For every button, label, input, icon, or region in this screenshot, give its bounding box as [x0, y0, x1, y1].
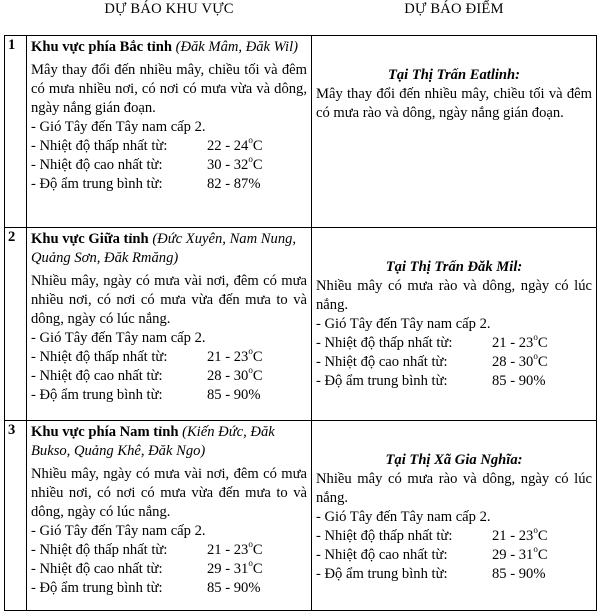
region-title — [31, 230, 307, 268]
header-region-forecast: DỰ BÁO KHU VỰC — [27, 0, 312, 36]
temp-max-label: - Nhiệt độ cao nhất từ: — [316, 547, 448, 563]
point-wind: - Gió Tây đến Tây nam cấp 2. — [316, 316, 491, 332]
temp-min-label: - Nhiệt độ thấp nhất từ: — [31, 138, 168, 154]
table-header-row — [5, 0, 597, 36]
region-wind: - Gió Tây đến Tây nam cấp 2. — [31, 330, 206, 346]
region-temp-max — [31, 156, 307, 175]
temp-min-label: - Nhiệt độ thấp nhất từ: — [31, 349, 168, 365]
region-wind: - Gió Tây đến Tây nam cấp 2. — [31, 523, 206, 539]
row-number: 2 — [5, 228, 27, 421]
temp-max-value: 28 - 30$^o$C — [492, 351, 548, 370]
temp-min-value: 21 - 23$^o$C — [207, 539, 263, 558]
temp-max-value: 30 - 32$^o$C — [207, 154, 263, 173]
point-wind: - Gió Tây đến Tây nam cấp 2. — [316, 509, 491, 525]
region-temp-min — [31, 541, 307, 560]
humidity-value: 85 - 90% — [492, 373, 546, 389]
point-title: Tại Thị Xã Gia Nghĩa: — [385, 452, 523, 468]
point-title: Tại Thị Trấn Đăk Mil: — [385, 259, 523, 275]
point-title: Tại Thị Trấn Eatlinh: — [387, 67, 521, 83]
region-humidity — [31, 175, 307, 194]
point-temp-min — [316, 334, 592, 353]
temp-max-label: - Nhiệt độ cao nhất từ: — [316, 354, 448, 370]
humidity-label: - Độ ẩm trung bình từ: — [31, 387, 163, 403]
header-point-forecast: DỰ BÁO ĐIỂM — [312, 0, 597, 36]
humidity-label: - Độ ẩm trung bình từ: — [316, 566, 448, 582]
row-number: 1 — [5, 36, 27, 228]
region-places: (Đăk Mâm, Đăk Wil) — [171, 39, 298, 55]
temp-max-value: 28 - 30$^o$C — [207, 365, 263, 384]
region-description: Nhiều mây, ngày có mưa vài nơi, đêm có mưa nhiều nơi, có nơi có mưa vừa đến mưa to và dông, ngày có lúc nắng. — [31, 273, 307, 327]
row-number: 3 — [5, 421, 27, 611]
region-temp-min — [31, 137, 307, 156]
humidity-label: - Độ ẩm trung bình từ: — [316, 373, 448, 389]
point-temp-max — [316, 546, 592, 565]
header-spacer — [5, 0, 27, 36]
temp-min-value: 21 - 23$^o$C — [492, 332, 548, 351]
region-temp-max — [31, 560, 307, 579]
point-forecast-cell — [312, 36, 597, 228]
humidity-value: 85 - 90% — [207, 580, 261, 596]
region-forecast-cell — [27, 421, 312, 611]
region-title — [31, 423, 307, 461]
region-name: Khu vực Giữa tỉnh — [31, 231, 149, 247]
temp-min-value: 21 - 23$^o$C — [492, 525, 548, 544]
temp-max-value: 29 - 31$^o$C — [492, 544, 548, 563]
temp-min-value: 22 - 24$^o$C — [207, 135, 263, 154]
humidity-label: - Độ ẩm trung bình từ: — [31, 176, 163, 192]
humidity-label: - Độ ẩm trung bình từ: — [31, 580, 163, 596]
temp-min-label: - Nhiệt độ thấp nhất từ: — [316, 335, 453, 351]
temp-min-value: 21 - 23$^o$C — [207, 346, 263, 365]
point-description: Mây thay đổi đến nhiều mây, chiều tối và đêm có mưa rào và dông, ngày nắng gián đoạn. — [316, 86, 592, 121]
region-places: (Đức Xuyên, Nam Nung, Quảng Sơn, Đăk Rmăng) — [31, 231, 297, 266]
region-name: Khu vực phía Nam tỉnh — [31, 424, 179, 440]
point-humidity — [316, 565, 592, 584]
point-description: Nhiều mây có mưa rào và dông, ngày có lúc nắng. — [316, 278, 592, 313]
temp-max-label: - Nhiệt độ cao nhất từ: — [31, 157, 163, 173]
point-temp-max — [316, 353, 592, 372]
region-title — [31, 38, 307, 57]
point-forecast-cell — [312, 421, 597, 611]
humidity-value: 82 - 87% — [207, 176, 261, 192]
region-temp-min — [31, 348, 307, 367]
region-temp-max — [31, 367, 307, 386]
table-row — [5, 36, 597, 228]
region-wind: - Gió Tây đến Tây nam cấp 2. — [31, 119, 206, 135]
region-humidity — [31, 579, 307, 598]
temp-max-label: - Nhiệt độ cao nhất từ: — [31, 561, 163, 577]
region-forecast-cell — [27, 36, 312, 228]
table-row — [5, 421, 597, 611]
temp-min-label: - Nhiệt độ thấp nhất từ: — [31, 542, 168, 558]
region-places: (Kiến Đức, Đăk Bukso, Quảng Khê, Đăk Ngo) — [31, 424, 275, 459]
region-description: Nhiều mây, ngày có mưa vài nơi, đêm có mưa nhiều nơi, có nơi có mưa vừa đến mưa to và dông, ngày có lúc nắng. — [31, 466, 307, 520]
region-description: Mây thay đổi đến nhiều mây, chiều tối và đêm có mưa nhiều nơi, có nơi có mưa vừa và dông, ngày nắng gián đoạn. — [31, 62, 307, 116]
temp-max-value: 29 - 31$^o$C — [207, 558, 263, 577]
region-humidity — [31, 386, 307, 405]
point-humidity — [316, 372, 592, 391]
humidity-value: 85 - 90% — [492, 566, 546, 582]
point-description: Nhiều mây có mưa rào và dông, ngày có lúc nắng. — [316, 471, 592, 506]
temp-max-label: - Nhiệt độ cao nhất từ: — [31, 368, 163, 384]
point-temp-min — [316, 527, 592, 546]
table-row — [5, 228, 597, 421]
humidity-value: 85 - 90% — [207, 387, 261, 403]
region-name: Khu vực phía Bắc tỉnh — [31, 39, 172, 55]
forecast-table — [4, 0, 597, 611]
temp-min-label: - Nhiệt độ thấp nhất từ: — [316, 528, 453, 544]
point-forecast-cell — [312, 228, 597, 421]
region-forecast-cell — [27, 228, 312, 421]
